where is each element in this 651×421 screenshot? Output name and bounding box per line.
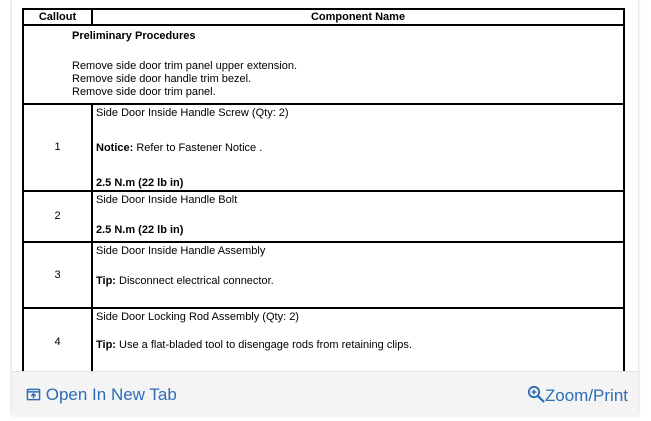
procedure-table [22,8,625,377]
component-cell [92,242,624,308]
table-row [23,104,624,191]
component-note [96,339,620,352]
callout-number: 2 [23,191,92,242]
component-note [96,275,620,288]
callout-number: 4 [23,308,92,376]
callout-number: 1 [23,104,92,191]
procedure-frame [12,0,638,415]
note-label: Tip: [96,339,116,351]
preliminary-title: Preliminary Procedures [72,30,196,42]
preliminary-cell [23,25,624,104]
open-in-new-tab-link[interactable] [26,385,177,405]
component-cell [92,104,624,191]
component-name-header: Component Name [92,9,624,25]
zoom-in-icon [527,385,545,403]
preliminary-step: Remove side door trim panel upper extension. [72,60,298,72]
open-in-new-tab-icon [26,387,41,402]
preliminary-row [23,25,624,104]
preliminary-step: Remove side door handle trim bezel. [72,73,252,85]
table-row [23,308,624,376]
note-text: Use a flat-bladed tool to disengage rods from retaining clips. [115,339,412,351]
callout-number: 3 [23,242,92,308]
note-label: Tip: [96,275,116,287]
zoom-print-link[interactable] [527,385,628,406]
component-cell [92,308,624,376]
component-name: Side Door Inside Handle Assembly [96,245,266,257]
table-row [23,242,624,308]
footer-bar [12,371,638,416]
component-note [96,142,620,155]
table-header-row [23,9,624,25]
note-label: Notice: [96,142,134,154]
torque-spec: 2.5 N.m (22 lb in) [96,177,184,189]
preliminary-step: Remove side door trim panel. [72,86,216,98]
zoom-print-label: Zoom/Print [544,386,628,405]
component-name: Side Door Inside Handle Screw (Qty: 2) [96,107,289,119]
note-text: Disconnect electrical connector. [115,275,274,287]
component-cell [92,191,624,242]
torque-spec: 2.5 N.m (22 lb in) [96,224,184,236]
table-row [23,191,624,242]
component-name: Side Door Locking Rod Assembly (Qty: 2) [96,311,299,323]
callout-header: Callout [23,9,92,25]
open-in-new-tab-label: Open In New Tab [45,385,177,404]
note-text: Refer to Fastener Notice . [133,142,263,154]
component-name: Side Door Inside Handle Bolt [96,194,238,206]
